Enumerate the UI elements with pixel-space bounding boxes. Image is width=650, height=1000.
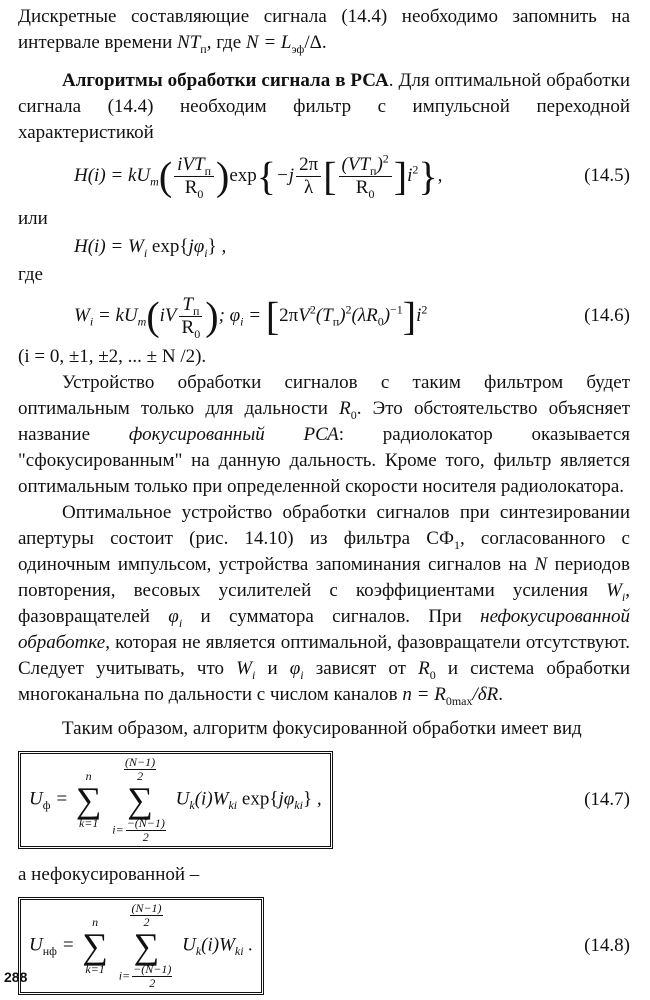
equation-number: (14.7) (584, 789, 630, 810)
text-where: где (18, 264, 43, 285)
equation-14-5: $H(i) = kU_m$( $\frac{iVT_п}{R_0}$ )exp{−j $\frac{2\pi}{\lambda}$ [ $\frac{(VT_п)^2}{R_0}$ ]$i^2$}, (14.5) (74, 151, 630, 201)
equation-14-8: $U_{нф}$ = n ∑ k=1 $\frac{(N-1)}{2}$ ∑ i= $\frac{-(N-1)}{2}$ $U_k(i)W_{ki}$ . (14.8) (18, 896, 630, 996)
section-heading: Алгоритмы обработки сигнала в РСА (62, 70, 389, 91)
index-range: (i = 0, ±1, ±2, ... ± N /2). (18, 346, 207, 367)
paragraph-4: Оптимальное устройство обработки сигналов при синтезировании апертуры состоит (рис. 14.10) из фильтра $СФ_1$, согласованного с одиночным импульсом, устройства запоминания сигналов на N периодов повторения, весовых усилителей с коэффициентами усиления $W_i$, фазовращателей $\varphi_i$ и сумматора сигналов. При нефокусированной обработке, которая не является оптимальной, фазовращатели отсутствуют. Следует учитывать, что $W_i$ и $\varphi_i$ зависят от $R_0$ и система обработки многоканальна по дальности с числом каналов $n = R_{0max}/\delta R$. (18, 502, 631, 708)
math-NT: $NT_п$ (177, 32, 207, 56)
paragraph-5: Таким образом, алгоритм фокусированной обработки имеет вид (62, 718, 582, 739)
equation-number: (14.8) (584, 935, 630, 956)
equation-alt: $H(i) = W_i$ $\exp\{j\varphi_i\}$ , (74, 236, 227, 260)
paragraph-3: Устройство обработки сигналов с таким фильтром будет оптимальным только для дальности $R_0$. Это обстоятельство объясняет название фокусированный РСА: радиолокатор оказывается "сфокусированным" на данную дальность. Кроме того, фильтр является оптимальным только при определенной скорости носителя радиолокатора. (18, 372, 630, 497)
equation-number: (14.6) (584, 305, 630, 326)
equation-number: (14.5) (584, 165, 630, 186)
page-number: 288 (4, 969, 28, 985)
text-or: или (18, 208, 48, 229)
paragraph-1 (18, 4, 630, 56)
math-N: $N = L_{эф}/\Delta$ (245, 32, 322, 56)
text: Дискретные составляющие сигнала (14.4) необходимо запомнить на интервале времени (18, 6, 630, 53)
text: . (321, 32, 327, 53)
equation-14-7: $U_ф$ = n ∑ k=1 $\frac{(N-1)}{2}$ ∑ i= $\frac{-(N-1)}{2}$ $U_k(i)W_{ki}$ $\exp\{j\varphi_{ki}\}$ , (14.7) (18, 750, 630, 850)
equation-14-6: $W_i = kU_m(iV$ $\frac{T_п}{R_0}$ ); $\varphi_i = [2\pi V^2(T_п)^2(\lambda R_0)^{-1}]i^2$ (14.6) (74, 293, 630, 341)
paragraph-6: а нефокусированной – (18, 864, 200, 885)
text: , где (206, 32, 242, 53)
page-body (18, 4, 630, 996)
text: . Для оптимальной обработки сигнала (14.4) необходим фильтр с импульсной переходной характеристикой (18, 70, 630, 143)
paragraph-2 (18, 68, 630, 146)
